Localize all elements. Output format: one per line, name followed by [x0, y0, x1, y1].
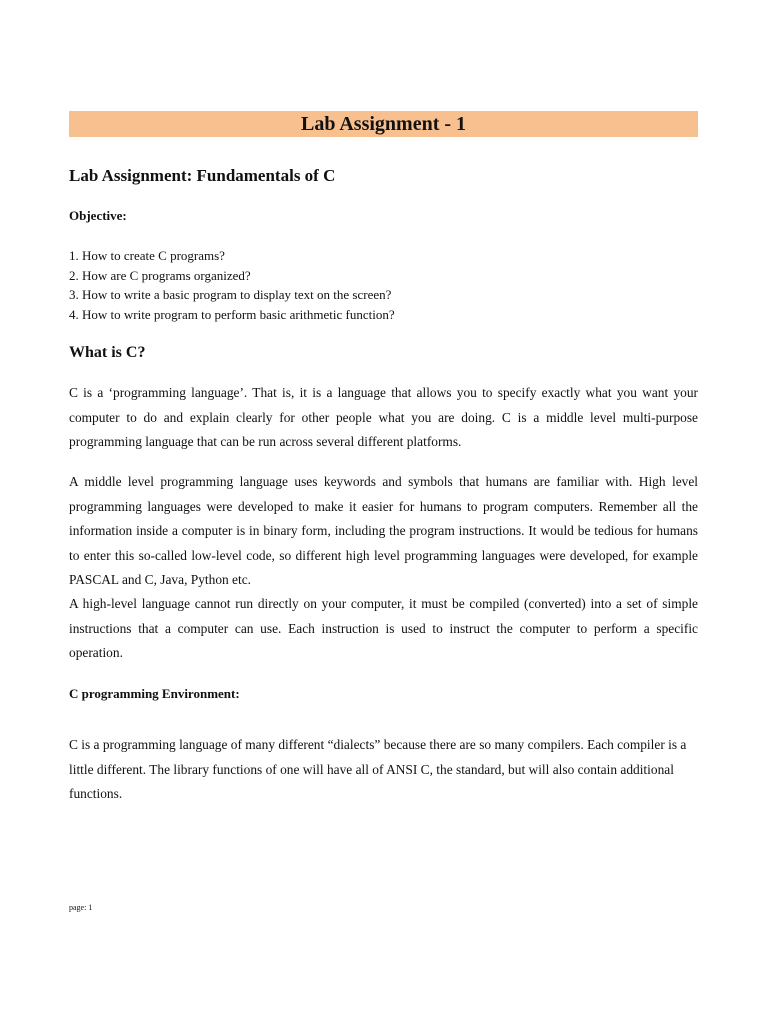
paragraph-environment: C is a programming language of many different “dialects” because there are so many compilers. Each compiler is a little different. The library functions of one will have all of ANSI C, the standard, but will also contain additional functions. — [69, 737, 687, 802]
page-title: Lab Assignment - 1 — [69, 111, 698, 137]
objective-list — [69, 246, 395, 324]
objective-item: 2. How are C programs organized? — [69, 267, 251, 283]
objective-item: 3. How to write a basic program to display text on the screen? — [69, 287, 392, 302]
section-heading-what-is-c: What is C? — [69, 344, 146, 361]
paragraph-high-level: A high-level language cannot run directly on your computer, it must be compiled (converted) into a set of simple instructions that a computer can use. Each instruction is used to instruct the computer to perform a specific operation. — [69, 596, 698, 661]
page-number: page: 1 — [69, 903, 93, 912]
paragraph-middle-level: A middle level programming language uses keywords and symbols that humans are familiar with. High level programming languages were developed to make it easier for humans to program computers. Remember all the information inside a computer is in binary form, including the program instructions. It would be tedious for humans to enter this so-called low-level code, so different high level programming languages were developed, for example PASCAL and C, Java, Python etc. — [69, 474, 698, 588]
objective-item: 1. How to create C programs? — [69, 248, 225, 263]
objective-item: 4. How to write program to perform basic arithmetic function? — [69, 306, 395, 322]
section-heading-environment: C programming Environment: — [69, 686, 240, 701]
assignment-subtitle: Lab Assignment: Fundamentals of C — [69, 166, 336, 185]
objective-heading: Objective: — [69, 208, 127, 223]
paragraph-what-is-c: C is a ‘programming language’. That is, it is a language that allows you to specify exactly what you want your computer to do and explain clearly for other people what you are doing. C is a middle level multi-purpose programming language that can be run across several different platforms. — [69, 385, 698, 450]
